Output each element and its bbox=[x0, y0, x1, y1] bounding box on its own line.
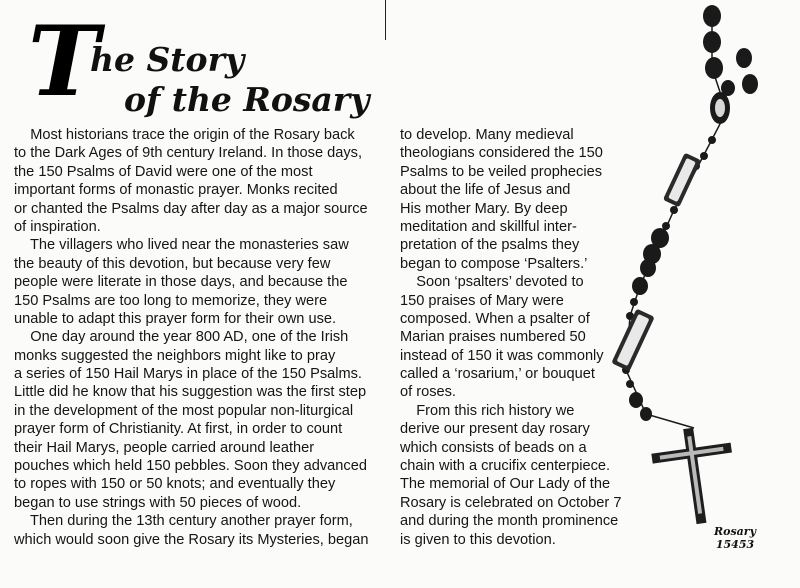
text-line: meditation and skillful inter- bbox=[400, 218, 577, 235]
text-line: prayer form of Christianity. At first, in order to count bbox=[14, 421, 343, 438]
rosary-bead bbox=[703, 5, 721, 27]
text-line: about the life of Jesus and bbox=[400, 182, 571, 199]
text-line: monks suggested the neighbors might like to pray bbox=[14, 347, 336, 364]
rosary-bead bbox=[736, 48, 752, 68]
text-line: 150 Psalms are too long to memorize, they were bbox=[14, 292, 328, 309]
rosary-bead bbox=[703, 31, 721, 53]
text-line: pouches which held 150 pebbles. Soon they advanced bbox=[14, 458, 367, 475]
rosary-bead bbox=[742, 74, 758, 94]
text-line: theologians considered the 150 bbox=[400, 145, 603, 162]
text-line: of inspiration. bbox=[14, 218, 101, 235]
rosary-tag-lower bbox=[611, 309, 654, 372]
text-line: is given to this devotion. bbox=[400, 531, 556, 548]
text-line: important forms of monastic prayer. Monks recited bbox=[14, 182, 338, 199]
text-line: Marian praises numbered 50 bbox=[400, 329, 586, 346]
rosary-tag-upper bbox=[663, 153, 701, 208]
text-line: composed. When a psalter of bbox=[400, 310, 590, 327]
text-line: to ropes with 150 or 50 knots; and eventually they bbox=[14, 476, 336, 493]
text-line: called a ‘rosarium,’ or bouquet bbox=[400, 366, 595, 383]
text-line: which consists of beads on a bbox=[400, 439, 587, 456]
rosary-bead bbox=[708, 136, 716, 144]
title-dropcap: T bbox=[28, 5, 100, 118]
rosary-illustration bbox=[600, 0, 800, 588]
rosary-chain bbox=[626, 16, 720, 428]
rosary-beads bbox=[622, 5, 758, 428]
text-line: which would soon give the Rosary its Mysteries, began bbox=[14, 531, 369, 548]
text-line: people were literate in those days, and because the bbox=[14, 274, 348, 291]
text-line: chain with a crucifix centerpiece. bbox=[400, 458, 611, 475]
text-line: their Hail Marys, people carried around leather bbox=[14, 439, 315, 456]
article-title bbox=[28, 5, 388, 124]
title-line-1: he Story bbox=[90, 40, 245, 79]
text-line: Soon ‘psalters’ devoted to bbox=[400, 274, 584, 291]
text-line: Little did he know that his suggestion was the first step bbox=[14, 384, 367, 401]
text-line: unable to adapt this prayer form for their own use. bbox=[14, 310, 337, 327]
caption-title: Rosary bbox=[714, 525, 756, 538]
text-line: His mother Mary. By deep bbox=[400, 200, 568, 217]
rosary-medal bbox=[710, 92, 730, 124]
text-line: the beauty of this devotion, but because very few bbox=[14, 255, 331, 272]
text-line: a series of 150 Hail Marys in place of the 150 Psalms. bbox=[14, 366, 362, 383]
rosary-bead bbox=[632, 277, 648, 295]
rosary-bead bbox=[626, 380, 634, 388]
rosary-bead bbox=[640, 259, 656, 277]
image-caption bbox=[700, 525, 770, 551]
caption-number: 15453 bbox=[715, 538, 755, 551]
text-line: to the Dark Ages of 9th century Ireland. In those days, bbox=[14, 145, 363, 162]
text-line: in the development of the most popular non-liturgical bbox=[14, 402, 354, 419]
text-line: Psalms to be veiled prophecies bbox=[400, 163, 602, 180]
text-line: From this rich history we bbox=[400, 402, 575, 419]
text-line: The villagers who lived near the monasteries saw bbox=[14, 237, 349, 254]
text-line: or chanted the Psalms day after day as a major source bbox=[14, 200, 368, 217]
rosary-bead bbox=[630, 298, 638, 306]
left-text-column bbox=[14, 126, 386, 549]
text-line: of roses. bbox=[400, 384, 456, 401]
text-line: One day around the year 800 AD, one of the Irish bbox=[14, 329, 349, 346]
rosary-bead bbox=[700, 152, 708, 160]
title-line-2: of the Rosary bbox=[124, 80, 370, 119]
rosary-bead bbox=[640, 407, 652, 421]
text-line: began to use strings with 50 pieces of wood. bbox=[14, 494, 302, 511]
text-line: Then during the 13th century another prayer form, bbox=[14, 513, 353, 530]
text-line: 150 praises of Mary were bbox=[400, 292, 564, 309]
text-line: derive our present day rosary bbox=[400, 421, 590, 438]
text-line: and during the month prominence bbox=[400, 513, 619, 530]
text-line: The memorial of Our Lady of the bbox=[400, 476, 611, 493]
rosary-bead bbox=[670, 206, 678, 214]
crucifix-icon bbox=[649, 423, 742, 529]
rosary-bead bbox=[705, 57, 723, 79]
text-line: began to compose ‘Psalters.’ bbox=[400, 255, 588, 272]
text-line: to develop. Many medieval bbox=[400, 127, 574, 143]
text-line: Most historians trace the origin of the Rosary back bbox=[14, 127, 355, 143]
text-line: instead of 150 it was commonly bbox=[400, 347, 604, 364]
text-line: Rosary is celebrated on October 7 bbox=[400, 494, 622, 511]
text-line: pretation of the psalms they bbox=[400, 237, 580, 254]
rosary-bead bbox=[629, 392, 643, 408]
text-line: the 150 Psalms of David were one of the most bbox=[14, 163, 313, 180]
